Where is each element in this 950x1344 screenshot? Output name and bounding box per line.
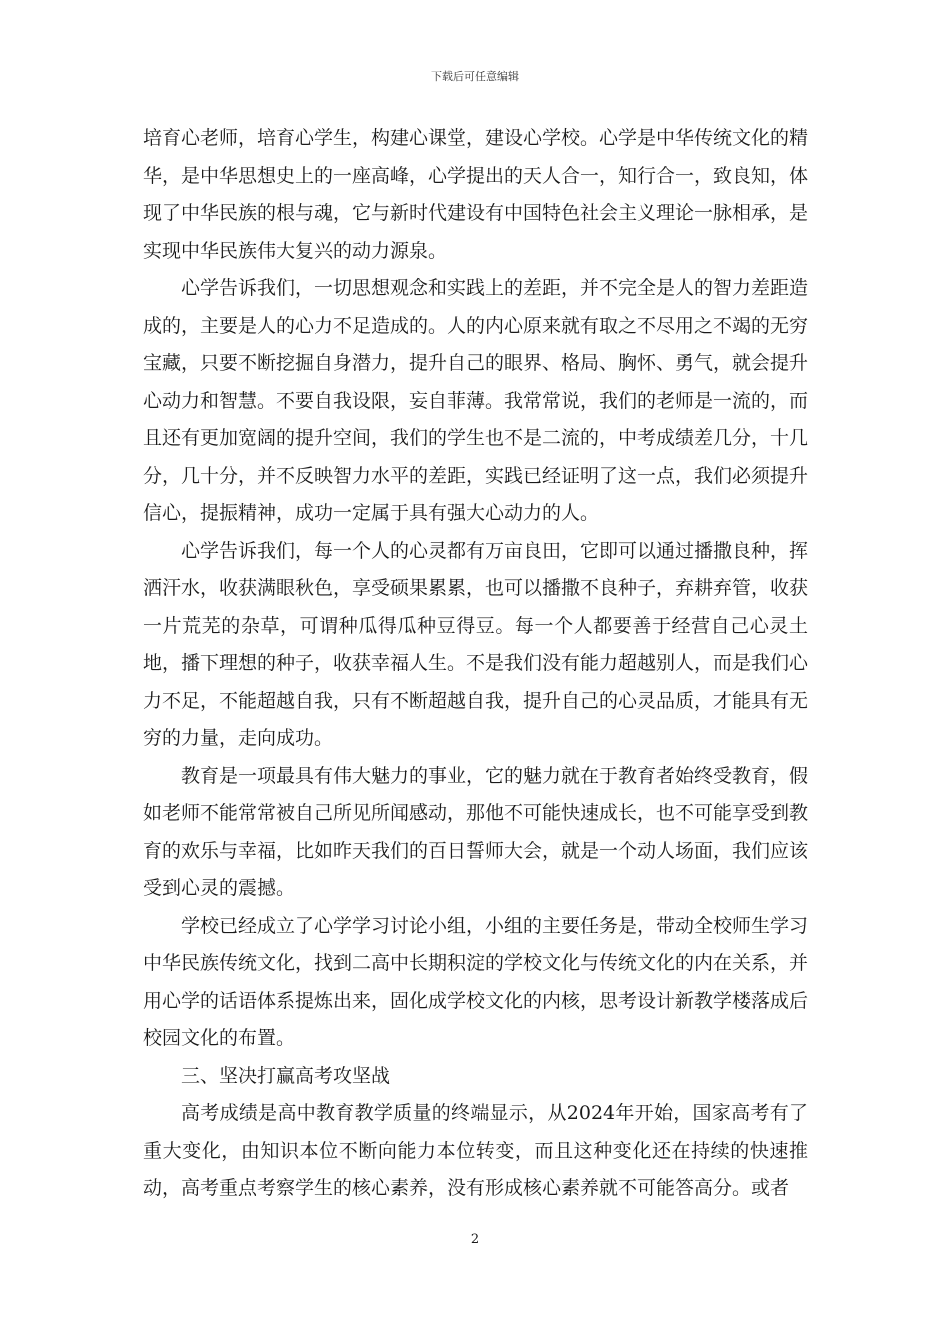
paragraph: 心学告诉我们，一切思想观念和实践上的差距，并不完全是人的智力差距造成的，主要是人的心力不足造成的。人的内心原来就有取之不尽用之不竭的无穷宝藏，只要不断挖掘自身潜力，提升自己的眼界、格局、胸怀、勇气，就会提升心动力和智慧。不要自我设限，妄自菲薄。我常常说，我们的老师是一流的，而且还有更加宽阔的提升空间，我们的学生也不是二流的，中考成绩差几分，十几分，几十分，并不反映智力水平的差距，实践已经证明了这一点，我们必须提升信心，提振精神，成功一定属于具有强大心动力的人。 [143,277,809,524]
page-header: 下载后可任意编辑 [431,70,519,83]
page-number: 2 [470,1232,480,1247]
document-body [143,120,808,1208]
section-heading: 三、坚决打赢高考攻坚战 [181,1064,391,1087]
paragraph: 高考成绩是高中教育教学质量的终端显示，从2024年开始，国家高考有了重大变化，由知识本位不断向能力本位转变，而且这种变化还在持续的快速推动，高考重点考察学生的核心素养，没有形成核心素养就不可能答高分。或者 [143,1102,808,1199]
paragraph: 心学告诉我们，每一个人的心灵都有万亩良田，它即可以通过播撒良种，挥洒汗水，收获满眼秋色，享受硕果累累，也可以播撒不良种子，弃耕弃管，收获一片荒芜的杂草，可谓种瓜得瓜种豆得豆。每一个人都要善于经营自己心灵土地，播下理想的种子，收获幸福人生。不是我们没有能力超越别人，而是我们心力不足，不能超越自我，只有不断超越自我，提升自己的心灵品质，才能具有无穷的力量，走向成功。 [143,539,809,749]
paragraph: 培育心老师，培育心学生，构建心课堂，建设心学校。心学是中华传统文化的精华，是中华思想史上的一座高峰，心学提出的天人合一，知行合一，致良知，体现了中华民族的根与魂，它与新时代建设有中国特色社会主义理论一脉相承，是实现中华民族伟大复兴的动力源泉。 [143,127,809,262]
paragraph: 教育是一项最具有伟大魅力的事业，它的魅力就在于教育者始终受教育，假如老师不能常常被自己所见所闻感动，那他不可能快速成长，也不可能享受到教育的欢乐与幸福，比如昨天我们的百日誓师大会，就是一个动人场面，我们应该受到心灵的震撼。 [143,764,809,899]
paragraph: 学校已经成立了心学学习讨论小组，小组的主要任务是，带动全校师生学习中华民族传统文化，找到二高中长期积淀的学校文化与传统文化的内在关系，并用心学的话语体系提炼出来，固化成学校文化的内核，思考设计新教学楼落成后校园文化的布置。 [143,914,809,1049]
